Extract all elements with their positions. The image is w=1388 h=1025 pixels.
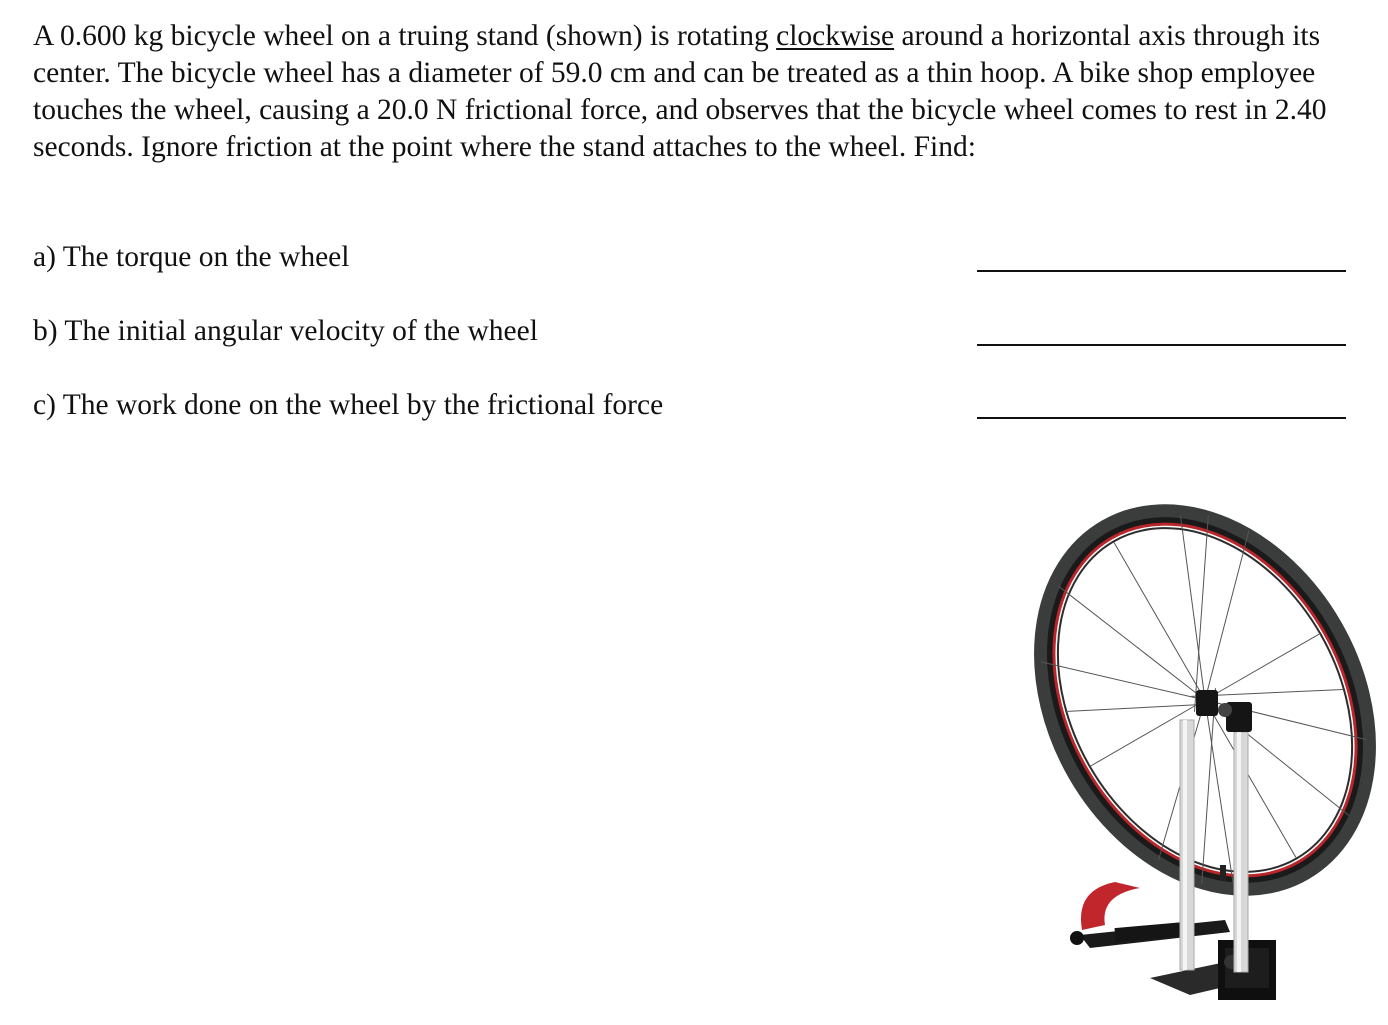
question-a: a) The torque on the wheel [33, 241, 350, 273]
clockwise-emphasis: clockwise [776, 20, 895, 52]
caliper-red [1081, 882, 1140, 930]
problem-text-end: around a horizontal axis through its center. The bicycle wheel has a diameter of 59.0 cm and can be treated as a thin hoop. A bike shop employee touches the wheel, causing a 20.0 N frictional force, and observes that the bicycle wheel comes to rest in 2.40 seconds. Ignore friction at the point where the stand attaches to the wheel. Find: [33, 20, 1327, 163]
question-c: c) The work done on the wheel by the frictional force [33, 389, 664, 421]
answer-blank-c[interactable] [977, 417, 1346, 419]
answer-blank-b[interactable] [977, 344, 1346, 346]
hub [1218, 703, 1232, 717]
wheel-on-truing-stand-figure [1020, 470, 1388, 1020]
wheel-illustration [1020, 470, 1388, 1020]
problem-statement [33, 18, 1363, 166]
problem-text-start: A 0.600 kg bicycle wheel on a truing stand (shown) is rotating [33, 20, 777, 52]
question-b: b) The initial angular velocity of the wheel [33, 315, 538, 347]
hub-clamp-left [1196, 690, 1218, 716]
answer-blank-a[interactable] [977, 270, 1346, 272]
